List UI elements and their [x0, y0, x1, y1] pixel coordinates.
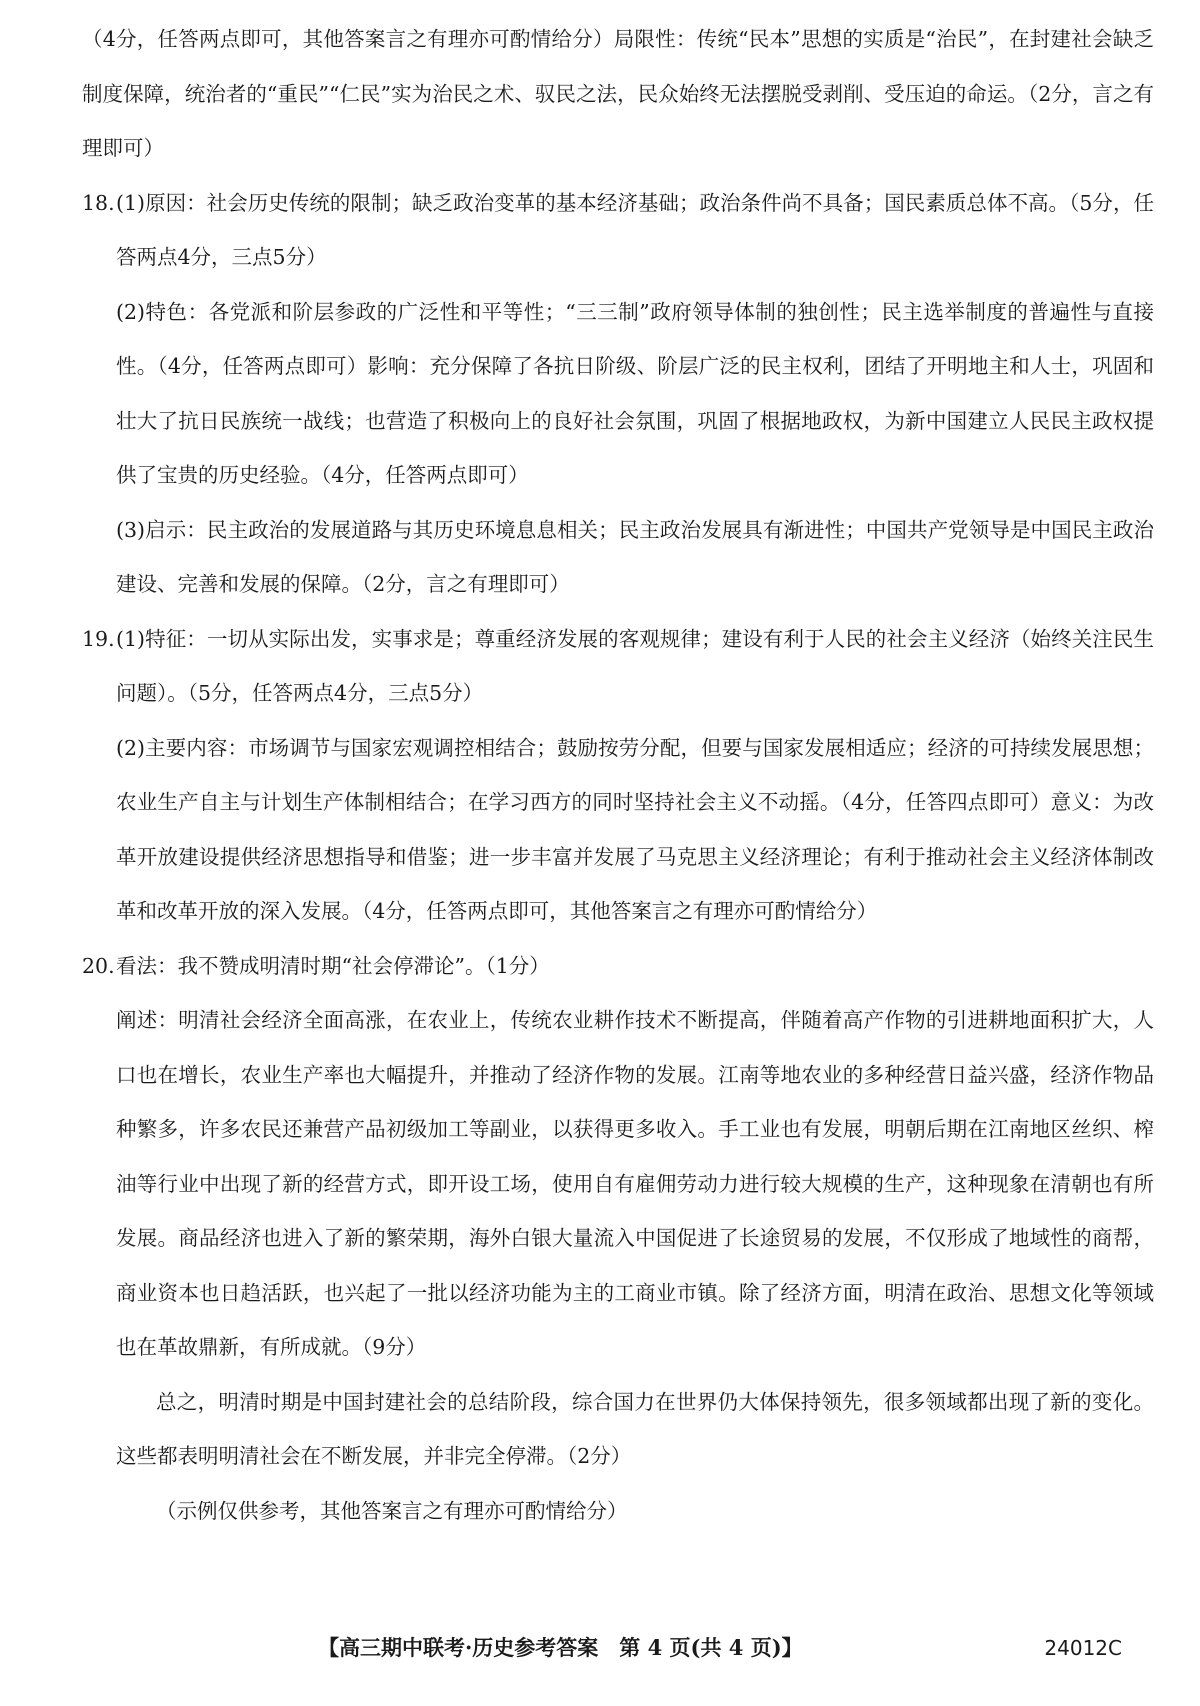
question-18: [82, 176, 1154, 612]
q20-summary: 总之，明清时期是中国封建社会的总结阶段，综合国力在世界仍大体保持领先，很多领域都出现了新的变化。这些都表明明清社会在不断发展，并非完全停滞。（2分）: [116, 1389, 1154, 1468]
q19-part-2: (2)主要内容：市场调节与国家宏观调控相结合；鼓励按劳分配，但要与国家发展相适应；经济的可持续发展思想；农业生产自主与计划生产体制相结合；在学习西方的同时坚持社会主义不动摇。（4分，任答四点即可）意义：为改革开放建设提供经济思想指导和借鉴；进一步丰富并发展了马克思主义经济理论；有利于推动社会主义经济体制改革和改革开放的深入发展。（4分，任答两点即可，其他答案言之有理亦可酌情给分）: [116, 735, 1154, 923]
q19-part-1: (1)特征：一切从实际出发，实事求是；尊重经济发展的客观规律；建设有利于人民的社会主义经济（始终关注民生问题）。（5分，任答两点4分，三点5分）: [116, 626, 1154, 705]
footer-title: 【高三期中联考·历史参考答案 第 4 页(共 4 页)】: [318, 1635, 803, 1660]
footer-code: 24012C: [1044, 1636, 1122, 1660]
q18-part-2: (2)特色：各党派和阶层参政的广泛性和平等性；“三三制”政府领导体制的独创性；民主选举制度的普遍性与直接性。（4分，任答两点即可）影响：充分保障了各抗日阶级、阶层广泛的民主权利，团结了开明地主和人士，巩固和壮大了抗日民族统一战线；也营造了积极向上的良好社会氛围，巩固了根据地政权，为新中国建立人民民主政权提供了宝贵的历史经验。（4分，任答两点即可）: [116, 299, 1154, 487]
question-19: [82, 612, 1154, 939]
q20-elaboration: 阐述：明清社会经济全面高涨，在农业上，传统农业耕作技术不断提高，伴随着高产作物的引进耕地面积扩大，人口也在增长，农业生产率也大幅提升，并推动了经济作物的发展。江南等地农业的多种经营日益兴盛，经济作物品种繁多，许多农民还兼营产品初级加工等副业，以获得更多收入。手工业也有发展，明朝后期在江南地区丝织、榨油等行业中出现了新的经营方式，即开设工场，使用自有雇佣劳动力进行较大规模的生产，这种现象在清朝也有所发展。商品经济也进入了新的繁荣期，海外白银大量流入中国促进了长途贸易的发展，不仅形成了地域性的商帮，商业资本也日趋活跃，也兴起了一批以经济功能为主的工商业市镇。除了经济方面，明清在政治、思想文化等领域也在革故鼎新，有所成就。（9分）: [116, 1008, 1154, 1359]
q18-part-1: (1)原因：社会历史传统的限制；缺乏政治变革的基本经济基础；政治条件尚不具备；国民素质总体不高。（5分，任答两点4分，三点5分）: [116, 190, 1154, 269]
q20-note: （示例仅供参考，其他答案言之有理亦可酌情给分）: [156, 1498, 628, 1523]
page-footer: [0, 1628, 1200, 1668]
q18-part-3: (3)启示：民主政治的发展道路与其历史环境息息相关；民主政治发展具有渐进性；中国共产党领导是中国民主政治建设、完善和发展的保障。（2分，言之有理即可）: [116, 517, 1154, 596]
q17-continuation: （4分，任答两点即可，其他答案言之有理亦可酌情给分）局限性：传统“民本”思想的实质是“治民”，在封建社会缺乏制度保障，统治者的“重民”“仁民”实为治民之术、驭民之法，民众始终无法摆脱受剥削、受压迫的命运。（2分，言之有理即可）: [82, 27, 1154, 160]
q20-view: 看法：我不赞成明清时期“社会停滞论”。（1分）: [116, 953, 550, 978]
question-20: [82, 939, 1154, 1539]
question-19-body: [116, 612, 1154, 939]
question-19-number: 19.: [82, 626, 115, 651]
question-18-body: [116, 176, 1154, 612]
question-20-body: [116, 939, 1154, 1539]
question-18-number: 18.: [82, 190, 115, 215]
question-20-number: 20.: [82, 953, 115, 978]
answer-content: [82, 12, 1154, 1538]
